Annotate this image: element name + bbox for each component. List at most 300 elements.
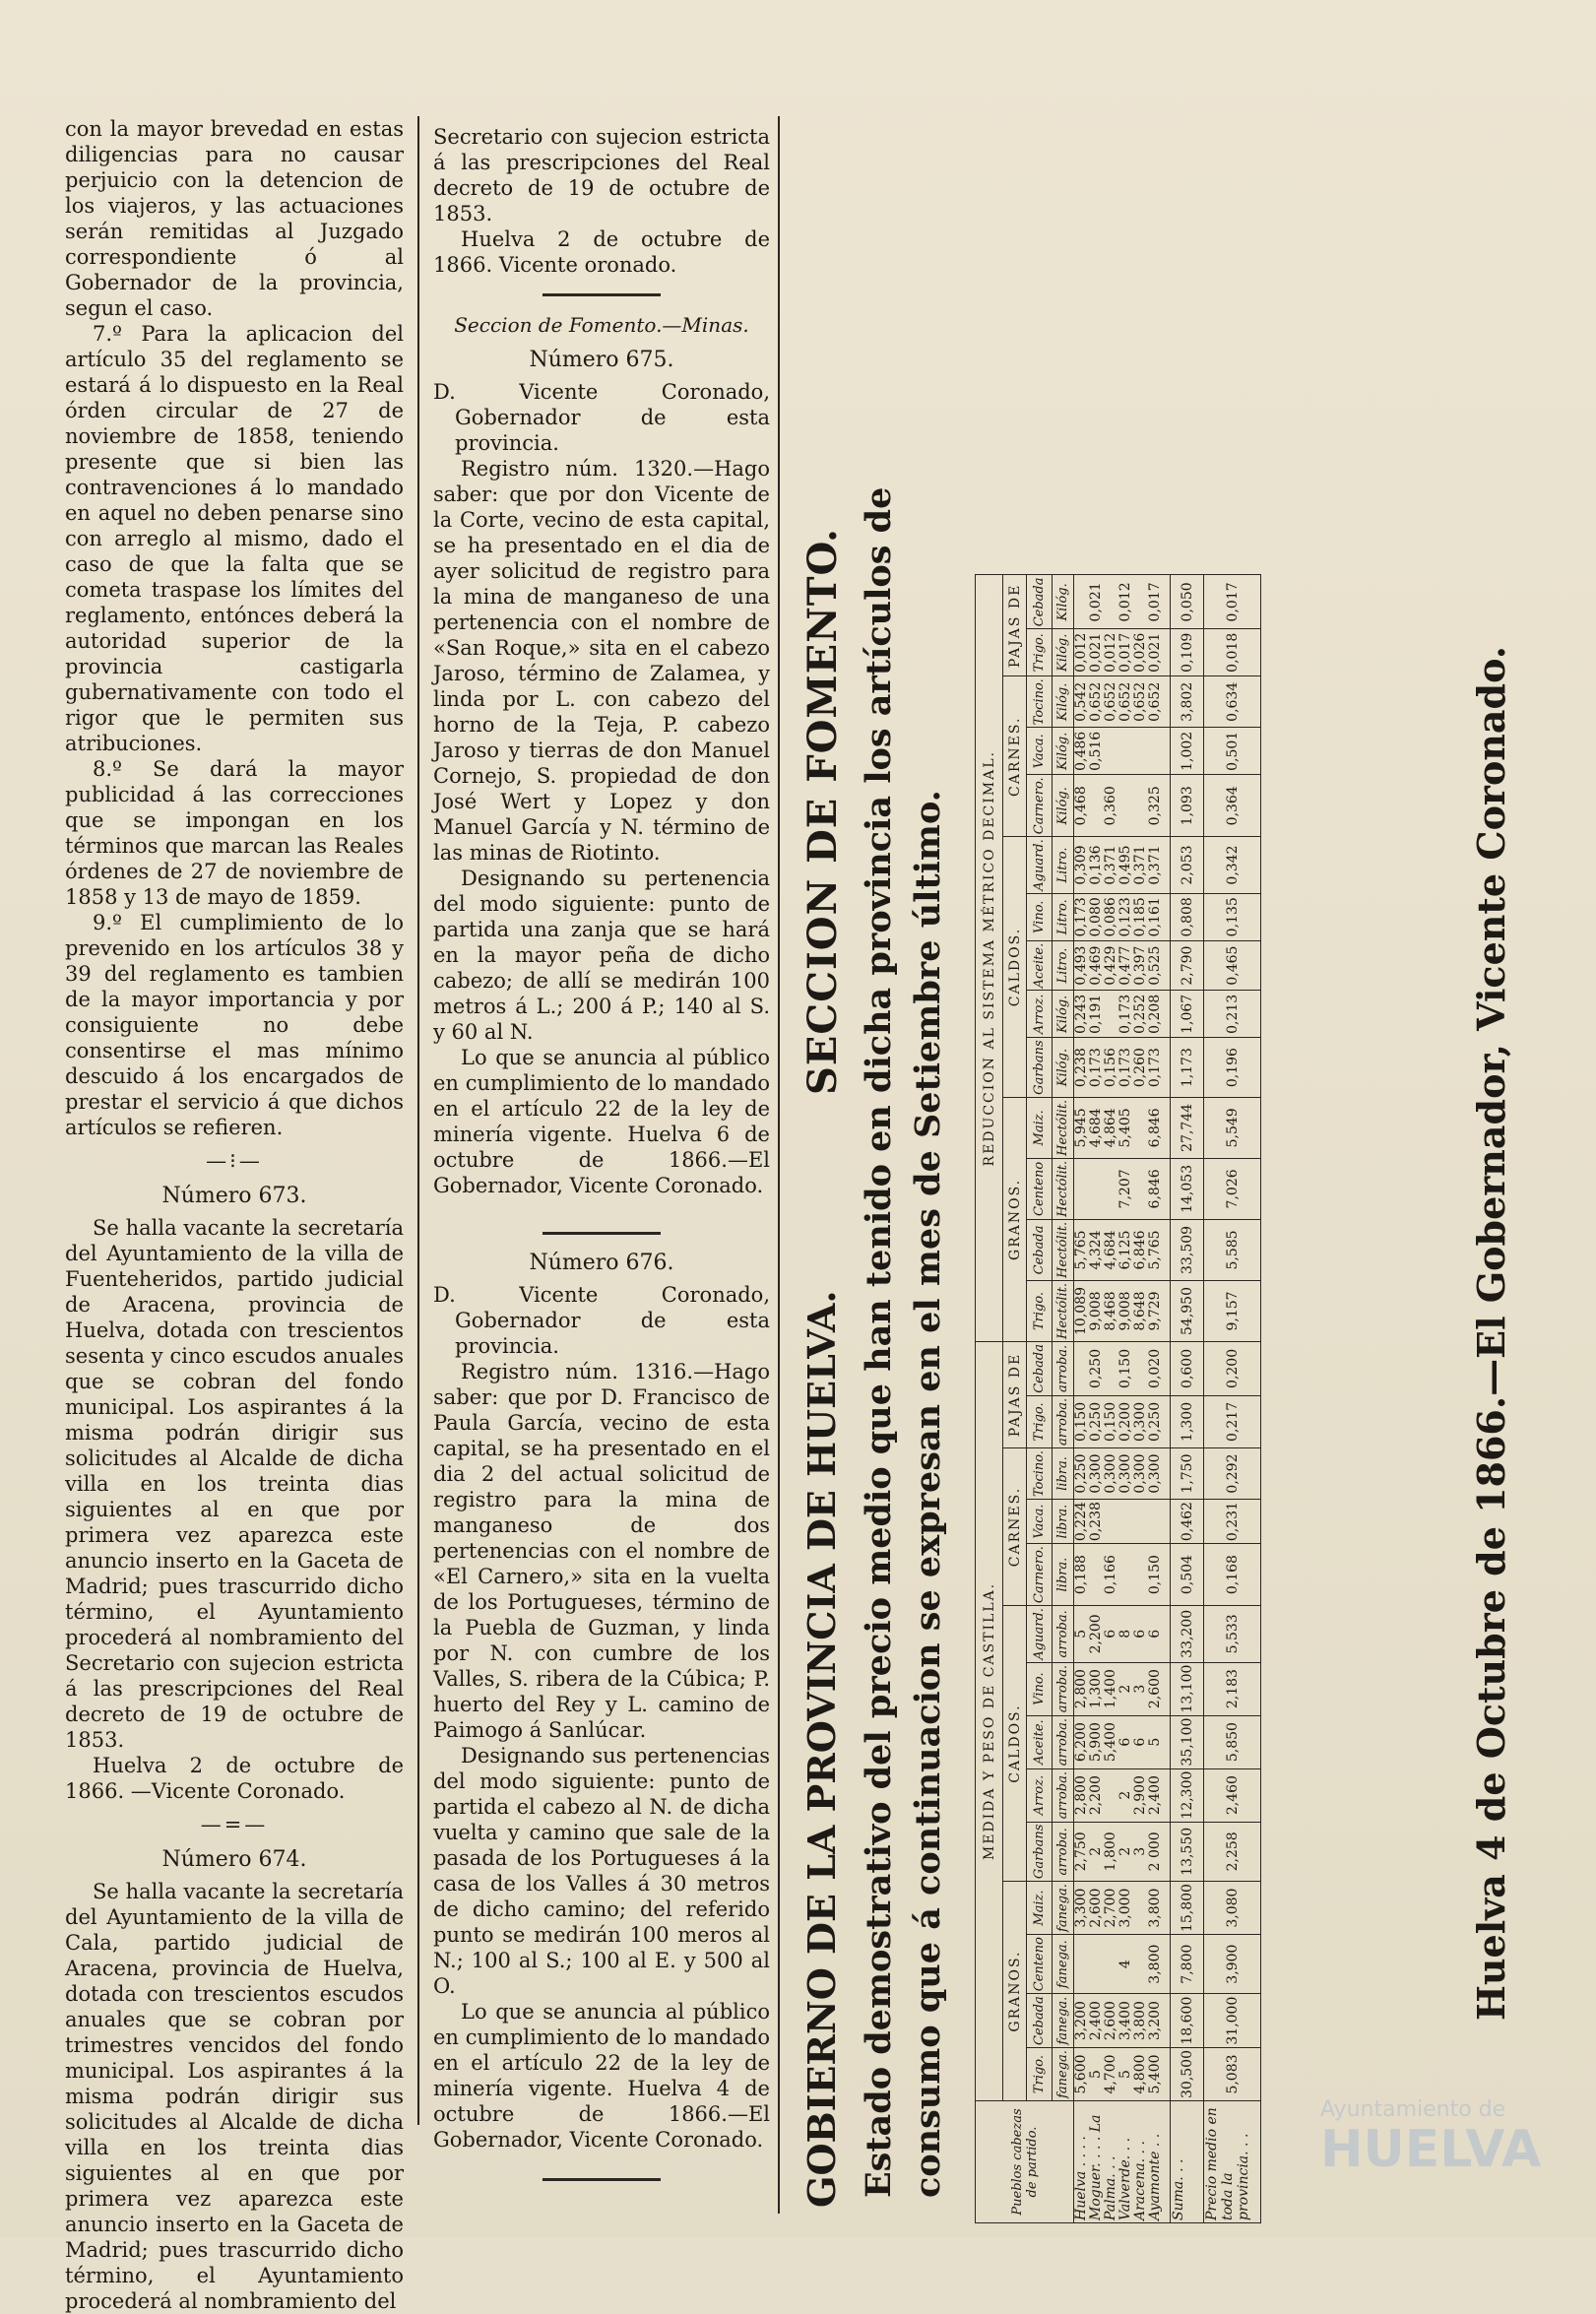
table-value: 6 — [1132, 1629, 1148, 1639]
paragraph: 9.º El cumplimiento de lo prevenido en los artículos 38 y 39 del reglamento es tambien de la mayor importancia y por consiguiente no debe consentirse el mas mínimo descuido á los encargados de prestar el servicio á que dichos artículos se refieren. — [65, 911, 404, 1139]
precio-value: 0,213 — [1204, 991, 1261, 1038]
column-header: Centeno — [1027, 1158, 1053, 1219]
table-value: 0,250 — [1088, 1401, 1104, 1442]
table-value: 0,243 — [1073, 994, 1089, 1034]
unit-header: arroba. — [1053, 1606, 1074, 1663]
paragraph: 7.º Para la aplicacion del artículo 35 del reglamento se estará á lo dispuesto en la Real órden circular de 27 de noviembre de 1858, teniendo presente que si bien las contravenciones á lo mandado en aquel no deben penarse sino con arreglo al mismo, dado el caso de que la falta que se cometa traspase los límites del reglamento, entónces deberá la autoridad superior de la provincia castigarla gubernativamente con todo el rigor que le permiten sus atribuciones. — [65, 322, 404, 755]
precio-value: 2,258 — [1204, 1822, 1261, 1881]
separator — [543, 1232, 661, 1235]
table-value: 0,300 — [1088, 1453, 1104, 1494]
precio-value: 3,080 — [1204, 1882, 1261, 1935]
table-value: 0,224 — [1073, 1502, 1089, 1542]
values-cell — [1074, 1038, 1171, 1097]
table-value: 0,652 — [1132, 681, 1148, 722]
table-value: 0,026 — [1132, 632, 1148, 673]
granos-header: GRANOS. — [1003, 1097, 1027, 1341]
table-value: 8,648 — [1132, 1291, 1148, 1331]
suma-value: 1,093 — [1171, 775, 1204, 837]
suma-value: 33,509 — [1171, 1219, 1204, 1280]
suma-label: Suma. . . — [1171, 2101, 1204, 2223]
column-header: Aceite. — [1027, 940, 1053, 991]
signature-footer: Huelva 4 de Octubre de 1866.—El Gobernador, Vicente Coronado. — [1469, 645, 1513, 2021]
table-value: 4 — [1117, 1960, 1133, 1969]
unit-header: Litro. — [1053, 893, 1074, 940]
column-header: Trigo. — [1027, 1280, 1053, 1341]
table-value — [1133, 1884, 1148, 1932]
table-value — [1104, 730, 1118, 772]
unit-header: arroba. — [1053, 1395, 1074, 1447]
table-value: 5,400 — [1103, 1722, 1118, 1763]
table-value: 0,136 — [1088, 845, 1104, 885]
table-value — [1148, 730, 1163, 772]
table-value: 5,400 — [1147, 2054, 1163, 2094]
table-value: 3,000 — [1117, 1888, 1133, 1928]
suma-value: 30,500 — [1171, 2048, 1204, 2101]
table-value: 1,400 — [1103, 1669, 1118, 1709]
table-value: 2,800 — [1073, 1775, 1089, 1816]
column-header: Aguard. — [1027, 837, 1053, 894]
suma-value: 1,002 — [1171, 728, 1204, 775]
table-value: 0,252 — [1132, 994, 1148, 1034]
table-value: 5 — [1147, 1737, 1163, 1747]
table-value: 0,309 — [1073, 845, 1089, 885]
rotated-statistics-section — [780, 71, 1567, 2237]
table-value: 2,400 — [1147, 1775, 1163, 1816]
values-cell — [1074, 991, 1171, 1038]
table-value: 0,021 — [1088, 632, 1104, 673]
table-value: 0,542 — [1073, 681, 1089, 722]
values-cell — [1074, 1544, 1171, 1606]
values-cell — [1074, 1280, 1171, 1341]
table-value — [1133, 777, 1148, 834]
section-heading: Seccion de Fomento.—Minas. — [454, 313, 749, 337]
suma-value: 12,300 — [1171, 1768, 1204, 1822]
values-cell — [1074, 940, 1171, 991]
table-value: 0,250 — [1073, 1453, 1089, 1494]
table-value — [1133, 1502, 1148, 1541]
governor-heading: D. Vicente Coronado, Gobernador de esta provincia. — [433, 380, 770, 455]
table-value: 3,200 — [1073, 2001, 1089, 2041]
column-header: Vaca. — [1027, 1500, 1053, 1544]
pueblos-header: Pueblos cabezas de partido. — [976, 2101, 1074, 2223]
table-value — [1118, 777, 1133, 834]
values-cell — [1074, 1935, 1171, 1994]
table-value: 0,173 — [1147, 1048, 1163, 1088]
unit-header: fanega. — [1053, 1882, 1074, 1935]
precio-value: 0,135 — [1204, 893, 1261, 940]
table-value: 4,800 — [1132, 2054, 1148, 2094]
column-header: Arroz. — [1027, 991, 1053, 1038]
unit-header: fanega. — [1053, 2048, 1074, 2101]
precio-value: 0,217 — [1204, 1395, 1261, 1447]
suma-value: 7,800 — [1171, 1935, 1204, 1994]
table-value: 0,469 — [1088, 945, 1104, 986]
precio-value: 5,083 — [1204, 2048, 1261, 2101]
table-value: 6,846 — [1147, 1169, 1163, 1209]
column-header: Garbans — [1027, 1038, 1053, 1097]
table-value: 3,200 — [1147, 2001, 1163, 2041]
table-value: 6 — [1117, 1737, 1133, 1747]
table-value: 3,300 — [1073, 1888, 1089, 1928]
unit-header: libra. — [1053, 1500, 1074, 1544]
table-value: 2,600 — [1103, 2001, 1118, 2041]
table-value: 0,020 — [1147, 1348, 1163, 1388]
section-title: SECCION DE FOMENTO. — [799, 528, 846, 1095]
table-value: 0,150 — [1117, 1348, 1133, 1388]
table-value: 8,468 — [1103, 1291, 1118, 1331]
values-cell — [1074, 575, 1171, 629]
paragraph: Se halla vacante la secretaría del Ayuntamiento de la villa de Fuenteheridos, partido judicial de Aracena, provincia de Huelva, dotada con trescientos sesenta y cinco escudos anuales que se cobran del fondo municipal. Los aspirantes á la misma podrán dirigir sus solicitudes al Alcalde de dicha villa en los treinta dias siguientes al en que por primera vez aparezca este anuncio inserto en la Gaceta de Madrid; pues trascurrido dicho término, el Ayuntamiento procederá al nombramiento del Secretario con sujecion estricta á las prescripciones del Real decreto de 19 de octubre de 1853. — [65, 1216, 404, 1752]
suma-value: 1,173 — [1171, 1038, 1204, 1097]
suma-value: 14,053 — [1171, 1158, 1204, 1219]
table-value — [1104, 577, 1118, 626]
suma-value: 1,067 — [1171, 991, 1204, 1038]
precio-value: 31,000 — [1204, 1994, 1261, 2048]
table-value: 3,800 — [1147, 1944, 1163, 1984]
table-value: 10,089 — [1073, 1286, 1089, 1335]
values-cell — [1074, 1882, 1171, 1935]
table-value: 0,238 — [1088, 1502, 1104, 1542]
table-value: 0,652 — [1088, 681, 1104, 722]
table-value — [1148, 1502, 1163, 1541]
table-value — [1133, 1344, 1148, 1393]
notice-number: Número 673. — [161, 1184, 307, 1208]
table-value: 6 — [1147, 1629, 1163, 1639]
paragraph: con la mayor brevedad en estas diligencias para no causar perjuicio con la detencion de los viajeros, y las actuaciones serán remitidas al Juzgado correspondiente ó al Gobernador de la provincia, segun el caso. — [65, 117, 404, 320]
column-header: Vino. — [1027, 893, 1053, 940]
separator: —=— — [200, 1813, 269, 1836]
column-header: Carnero. — [1027, 775, 1053, 837]
table-value: 2,400 — [1088, 2001, 1104, 2041]
table-value: 3,800 — [1147, 1888, 1163, 1928]
table-value — [1074, 577, 1089, 626]
province-heading: GOBIERNO DE LA PROVINCIA DE HUELVA. — [799, 1290, 844, 2208]
column-header: Trigo. — [1027, 1395, 1053, 1447]
table-value: 0,495 — [1117, 845, 1133, 885]
separator — [543, 293, 661, 296]
suma-value: 35,100 — [1171, 1715, 1204, 1768]
carnes-header: CARNES. — [1003, 676, 1027, 837]
values-cell — [1074, 775, 1171, 837]
column-header: Cebada — [1027, 1994, 1053, 2048]
table-value: 5 — [1088, 2070, 1104, 2079]
unit-header: Hectólit. — [1053, 1280, 1074, 1341]
precio-value: 0,465 — [1204, 940, 1261, 991]
suma-value: 0,050 — [1171, 575, 1204, 629]
unit-header: Kilóg. — [1053, 629, 1074, 676]
precio-value: 3,900 — [1204, 1935, 1261, 1994]
table-value: 2,800 — [1073, 1669, 1089, 1709]
suma-value: 15,800 — [1171, 1882, 1204, 1935]
values-cell — [1074, 1395, 1171, 1447]
column-header: Aceite. — [1027, 1715, 1053, 1768]
table-value — [1074, 1937, 1089, 1991]
table-value — [1133, 1161, 1148, 1217]
table-value: 0,021 — [1147, 632, 1163, 673]
table-value: 0,173 — [1088, 1048, 1104, 1088]
towns-list: Huelva . . . . Moguer. . . . La Palma. . . Valverde. . . Aracena. . . Ayamonte . . — [1073, 2114, 1163, 2220]
values-cell — [1074, 629, 1171, 676]
precio-value: 5,585 — [1204, 1219, 1261, 1280]
granos-header: GRANOS. — [1003, 1882, 1027, 2101]
unit-header: arroba. — [1053, 1822, 1074, 1881]
caldos-header: CALDOS. — [1003, 837, 1027, 1098]
column-header: Vino. — [1027, 1662, 1053, 1715]
table-value: 5,600 — [1073, 2054, 1089, 2094]
table-value: 0,300 — [1132, 1453, 1148, 1494]
unit-header: Kilóg. — [1053, 1038, 1074, 1097]
table-value: 0,123 — [1117, 897, 1133, 937]
unit-header: Litro. — [1053, 837, 1074, 894]
column-header: Arroz. — [1027, 1768, 1053, 1822]
suma-value: 2,053 — [1171, 837, 1204, 894]
paragraph: Se halla vacante la secretaría del Ayuntamiento de la villa de Cala, partido judicial de Aracena, provincia de Huelva, dotada con trescientos escudos anuales que se cobran por trimestres vencidos del fondo municipal. Los aspirantes á la misma podrán dirigir sus solicitudes al Alcalde de dicha villa en los treinta dias siguientes al en que por primera vez aparezca este anuncio inserto en la Gaceta de Madrid; pues trascurrido dicho término, el Ayuntamiento procederá al nombramiento del — [65, 1880, 404, 2313]
table-value: 3 — [1132, 1684, 1148, 1694]
table-value: 0,150 — [1073, 1401, 1089, 1442]
paragraph: Secretario con sujecion estricta á las prescripciones del Real decreto de 19 de octubre de 1853. — [433, 125, 770, 225]
precio-value: 0,634 — [1204, 676, 1261, 728]
table-description: Estado demostrativo del precio medio que han tenido en dicha provincia los artículos de consumo que á continuacion se expresan en el mes de Setiembre último. — [859, 486, 948, 2198]
values-cell — [1074, 1994, 1171, 2048]
table-value — [1089, 1161, 1104, 1217]
table-value: 4,700 — [1103, 2054, 1118, 2094]
suma-value: 1,750 — [1171, 1448, 1204, 1500]
values-cell — [1074, 1158, 1171, 1219]
table-value: 5,765 — [1073, 1230, 1089, 1270]
unit-header: Hectólit. — [1053, 1219, 1074, 1280]
table-value: 9,008 — [1088, 1291, 1104, 1331]
column-header: Centeno — [1027, 1935, 1053, 1994]
table-value: 2,200 — [1088, 1775, 1104, 1816]
table-value — [1104, 1771, 1118, 1820]
table-value: 4,324 — [1088, 1230, 1104, 1270]
precio-value: 2,183 — [1204, 1662, 1261, 1715]
table-value: 2 — [1117, 1684, 1133, 1694]
table-value: 3,400 — [1117, 2001, 1133, 2041]
archive-watermark — [1320, 2097, 1576, 2216]
table-value — [1089, 1937, 1104, 1991]
column-header: Tocino. — [1027, 1448, 1053, 1500]
table-value: 7,207 — [1117, 1169, 1133, 1209]
values-cell — [1074, 676, 1171, 728]
table-value: 8 — [1117, 1629, 1133, 1639]
precio-value: 0,501 — [1204, 728, 1261, 775]
table-value: 0,017 — [1117, 632, 1133, 673]
table-value: 0,150 — [1103, 1401, 1118, 1442]
table-value: 0,652 — [1103, 681, 1118, 722]
table-value: 0,397 — [1132, 945, 1148, 986]
table-value: 5 — [1117, 2070, 1133, 2079]
table-value: 0,080 — [1088, 897, 1104, 937]
table-value: 0,012 — [1117, 582, 1133, 622]
table-value: 2,700 — [1103, 1888, 1118, 1928]
column-header: Maiz. — [1027, 1097, 1053, 1158]
table-value: 0,300 — [1103, 1453, 1118, 1494]
watermark-line: Ayuntamiento de — [1320, 2097, 1506, 2122]
unit-header: Kilóg. — [1053, 728, 1074, 775]
table-value: 0,652 — [1147, 681, 1163, 722]
table-value: 2 — [1088, 1846, 1104, 1856]
table-value: 0,012 — [1103, 632, 1118, 673]
table-value: 0,525 — [1147, 945, 1163, 986]
column-header: Cebada — [1027, 1342, 1053, 1396]
precio-value: 2,460 — [1204, 1768, 1261, 1822]
paragraph: Registro núm. 1320.—Hago saber: que por don Vicente de la Corte, vecino de esta capital, se ha presentado en el dia de ayer solicitud de registro para la mina de manganeso de una pertenencia con el nombre de «San Roque,» sita en el cabezo Jaroso, término de Zalamea, y linda por L. con cabezo del horno de la Teja, P. cabezo Jaroso y tierras de don Manuel Cornejo, S. propiedad de don José Wert y Lopez y don Manuel García y N. término de las minas de Riotinto. — [433, 457, 770, 865]
table-value: 0,150 — [1147, 1555, 1163, 1595]
separator — [543, 2178, 661, 2181]
table-value: 6,846 — [1132, 1230, 1148, 1270]
table-value — [1133, 1937, 1148, 1991]
unit-header: libra. — [1053, 1448, 1074, 1500]
table-value: 2,600 — [1147, 1669, 1163, 1709]
table-value: 0,493 — [1073, 945, 1089, 986]
precio-value: 5,850 — [1204, 1715, 1261, 1768]
column-header: Carnero. — [1027, 1544, 1053, 1606]
precio-value: 0,196 — [1204, 1038, 1261, 1097]
table-value: 0,200 — [1117, 1401, 1133, 1442]
precio-value: 9,157 — [1204, 1280, 1261, 1341]
precio-value: 5,549 — [1204, 1097, 1261, 1158]
suma-value: 13,100 — [1171, 1662, 1204, 1715]
table-value: 0,300 — [1117, 1453, 1133, 1494]
towns-cell — [1074, 2101, 1171, 2223]
table-value: 4,864 — [1103, 1108, 1118, 1148]
table-value: 5,945 — [1073, 1108, 1089, 1148]
suma-value: 0,808 — [1171, 893, 1204, 940]
values-cell — [1074, 1606, 1171, 1663]
table-value: 5,405 — [1117, 1108, 1133, 1148]
precio-value: 5,533 — [1204, 1606, 1261, 1663]
unit-header: fanega. — [1053, 1994, 1074, 2048]
values-cell — [1074, 1448, 1171, 1500]
column-header: Cebada — [1027, 575, 1053, 629]
values-cell — [1074, 1662, 1171, 1715]
values-cell — [1074, 1500, 1171, 1544]
table-value: 0,371 — [1147, 845, 1163, 885]
table-value: 0,325 — [1147, 786, 1163, 826]
precio-value: 0,017 — [1204, 575, 1261, 629]
column-header: Cebada — [1027, 1219, 1053, 1280]
table-value: 0,360 — [1103, 786, 1118, 826]
table-value: 2,900 — [1132, 1775, 1148, 1816]
table-value — [1104, 1937, 1118, 1991]
table-value — [1118, 1502, 1133, 1541]
table-value: 4,684 — [1103, 1230, 1118, 1270]
paragraph: Registro núm. 1316.—Hago saber: que por D. Francisco de Paula García, vecino de esta capital, se ha presentado en el dia 2 del actual solicitud de registro para la mina de manganeso de dos pertenencias con el nombre de «El Carnero,» sita en la vuelta de los Portugueses, término de la Puebla de Guzman, y linda por N. con cumbre de los Valles, S. ribera de la Cúbica; P. huerto del Rey y L. camino de Paimogo á Sanlúcar. — [433, 1360, 770, 1742]
table-value: 0,086 — [1103, 897, 1118, 937]
left-column — [65, 116, 404, 2314]
table-value: 2,750 — [1073, 1832, 1089, 1872]
unit-header: Kilóg. — [1053, 775, 1074, 837]
column-header: Maiz. — [1027, 1882, 1053, 1935]
precio-value: 7,026 — [1204, 1158, 1261, 1219]
table-value: 0,166 — [1103, 1555, 1118, 1595]
signature: Huelva 2 de octubre de 1866. —Vicente Coronado. — [65, 1754, 404, 1803]
paragraph: Designando su pertenencia del modo siguiente: punto de partida una zanja que se hará en la mayor peña de dicho cabezo; de allí se medirán 100 metros á L.; 200 á P.; 140 al S. y 60 al N. — [433, 867, 770, 1044]
middle-column — [433, 124, 770, 2197]
unit-header: arroba. — [1053, 1342, 1074, 1396]
table-value: 0,188 — [1073, 1555, 1089, 1595]
table-value: 5,900 — [1088, 1722, 1104, 1763]
table-value — [1133, 1546, 1148, 1603]
values-cell — [1074, 1219, 1171, 1280]
values-cell — [1074, 728, 1171, 775]
unit-header: arroba. — [1053, 1662, 1074, 1715]
values-cell — [1074, 1715, 1171, 1768]
paragraph: Lo que se anuncia al público en cumplimiento de lo mandado en el artículo 22 de la ley de minería vigente. Huelva 6 de octubre de 1866.—El Gobernador, Vicente Coronado. — [433, 1046, 770, 1197]
table-value: 6 — [1132, 1737, 1148, 1747]
table-value — [1074, 1344, 1089, 1393]
suma-value: 54,950 — [1171, 1280, 1204, 1341]
column-header: Garbans — [1027, 1822, 1053, 1881]
signature: Huelva 2 de octubre de 1866. Vicente oronado. — [433, 227, 770, 277]
unit-header: Hectólit. — [1053, 1097, 1074, 1158]
price-table — [975, 574, 1261, 2223]
table-value: 0,012 — [1073, 632, 1089, 673]
column-header: Aguard. — [1027, 1606, 1053, 1663]
watermark-title: HUELVA — [1320, 2120, 1542, 2179]
unit-header: Kilóg. — [1053, 991, 1074, 1038]
table-value: 0,371 — [1132, 845, 1148, 885]
unit-header: arroba. — [1053, 1715, 1074, 1768]
table-value: 0,173 — [1117, 1048, 1133, 1088]
paragraph: 8.º Se dará la mayor publicidad á las correcciones que se impongan en los términos que marcan las Reales órdenes de 27 de noviembre de 1858 y 13 de mayo de 1859. — [65, 757, 404, 909]
table-value — [1104, 1502, 1118, 1541]
pajas-header: PAJAS DE — [1003, 1342, 1027, 1448]
suma-value: 0,600 — [1171, 1342, 1204, 1396]
notice-number: Número 676. — [529, 1251, 674, 1275]
table-value: 6,846 — [1147, 1108, 1163, 1148]
table-value: 0,161 — [1147, 897, 1163, 937]
values-cell — [1074, 1822, 1171, 1881]
precio-value: 0,364 — [1204, 775, 1261, 837]
column-header: Tocino. — [1027, 676, 1053, 728]
values-cell — [1074, 1768, 1171, 1822]
values-cell — [1074, 1097, 1171, 1158]
table-value: 0,208 — [1147, 994, 1163, 1034]
values-cell — [1074, 837, 1171, 894]
table-value: 2 — [1117, 1790, 1133, 1800]
suma-value: 2,790 — [1171, 940, 1204, 991]
table-value: 0,429 — [1103, 945, 1118, 986]
separator: —⁝— — [206, 1149, 263, 1173]
precio-value: 0,200 — [1204, 1342, 1261, 1396]
suma-value: 33,200 — [1171, 1606, 1204, 1663]
table-value: 1,800 — [1103, 1832, 1118, 1872]
column-header: Trigo. — [1027, 629, 1053, 676]
pajas-header: PAJAS DE — [1003, 575, 1027, 676]
table-value: 2,600 — [1088, 1888, 1104, 1928]
decimal-header: REDUCCION AL SISTEMA MÉTRICO DECIMAL. — [976, 575, 1003, 1342]
suma-value: 0,504 — [1171, 1544, 1204, 1606]
table-value: 0,477 — [1117, 945, 1133, 986]
table-value: 6,200 — [1073, 1722, 1089, 1763]
suma-value: 1,300 — [1171, 1395, 1204, 1447]
suma-value: 18,600 — [1171, 1994, 1204, 2048]
table-value — [1104, 993, 1118, 1035]
values-cell — [1074, 893, 1171, 940]
table-value: 2 000 — [1147, 1832, 1163, 1872]
unit-header: arroba. — [1053, 1768, 1074, 1822]
precio-label: Precio medio en toda la provincia. . . — [1204, 2101, 1261, 2223]
table-value — [1089, 1546, 1104, 1603]
table-value: 2 — [1117, 1846, 1133, 1856]
suma-value: 3,802 — [1171, 676, 1204, 728]
caldos-header: CALDOS. — [1003, 1606, 1027, 1882]
unit-header: Hectólit. — [1053, 1158, 1074, 1219]
suma-value: 0,109 — [1171, 629, 1204, 676]
suma-value: 0,462 — [1171, 1500, 1204, 1544]
